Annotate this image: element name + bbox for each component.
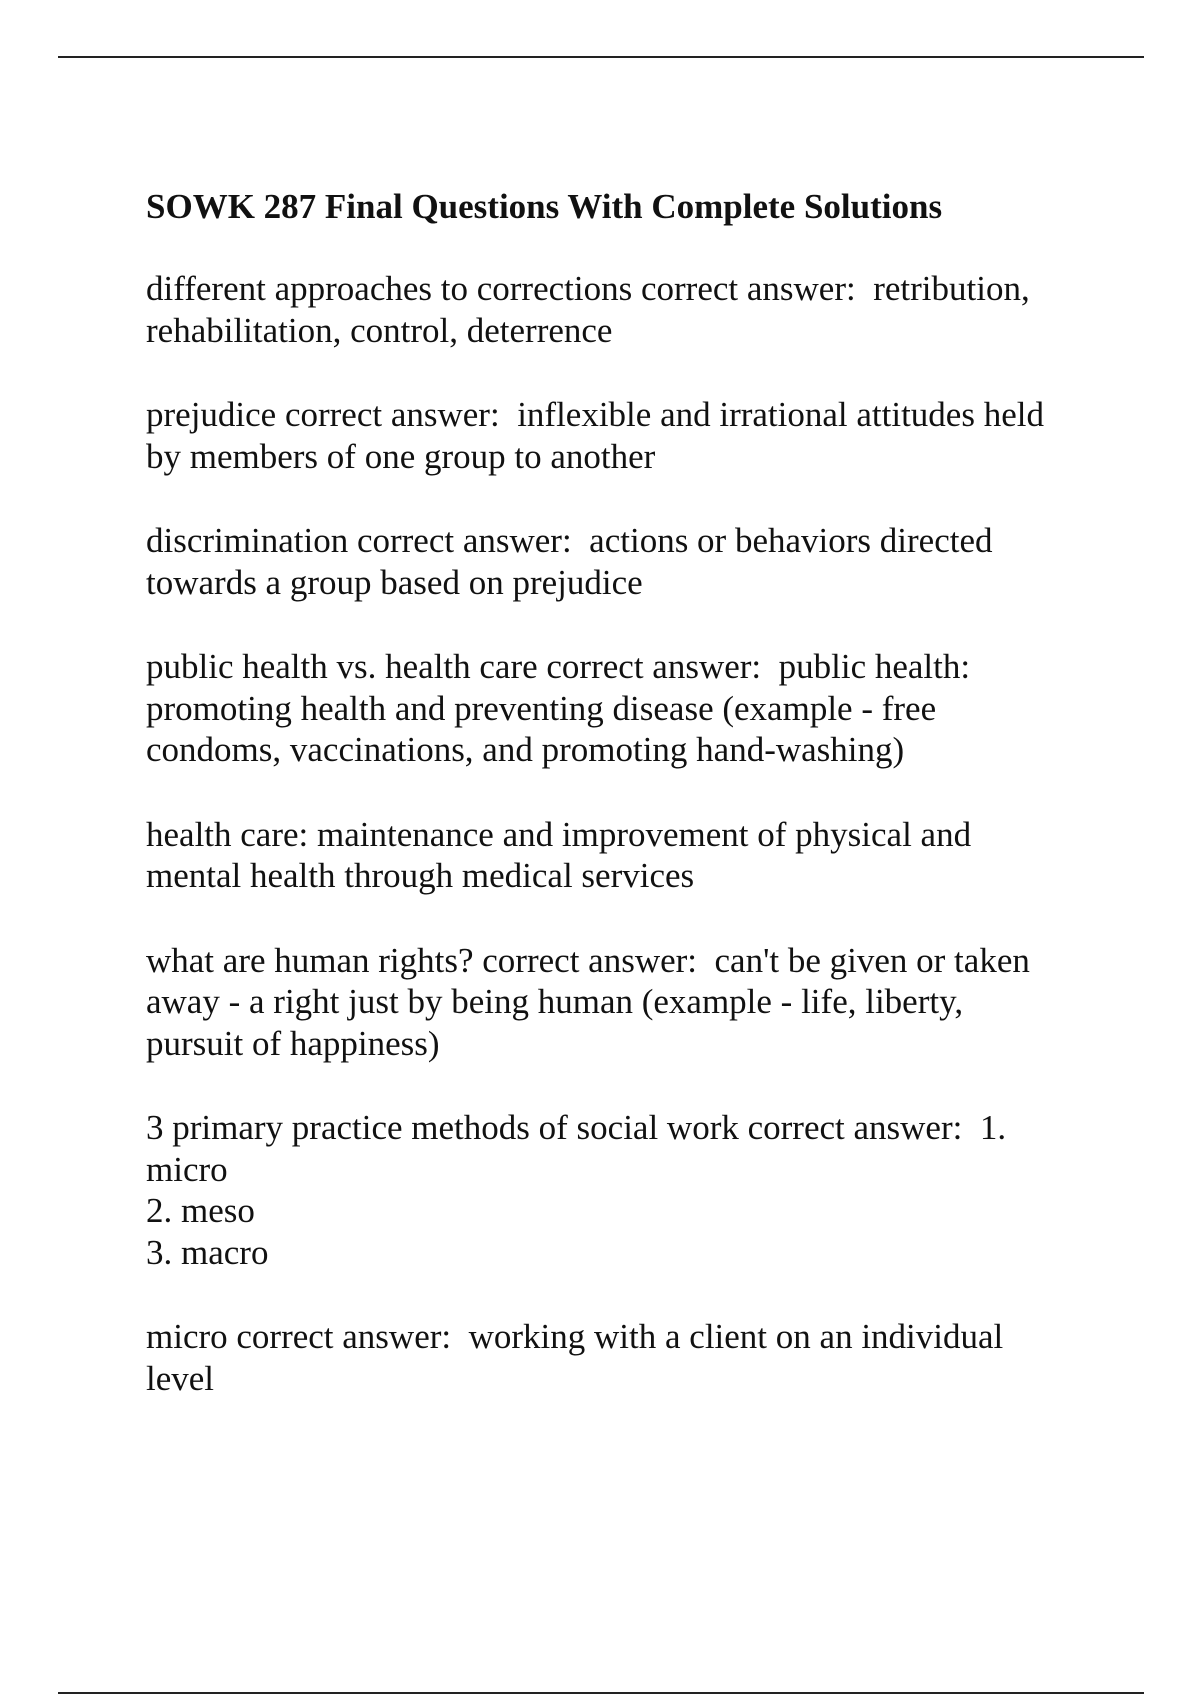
document-title: SOWK 287 Final Questions With Complete Solutions [146, 187, 943, 226]
qa-entry: 3 primary practice methods of social work correct answer: 1. micro 2. meso 3. macro [146, 1108, 1007, 1272]
document-body [146, 186, 1106, 1399]
top-rule [58, 56, 1144, 58]
qa-entry: public health vs. health care correct answer: public health: promoting health and preventing disease (example - free condoms, vaccinations, and promoting hand-washing) [146, 647, 971, 769]
qa-entry: prejudice correct answer: inflexible and irrational attitudes held by members of one group to another [146, 395, 1044, 476]
bottom-rule [58, 1692, 1144, 1694]
qa-entry: health care: maintenance and improvement of physical and mental health through medical services [146, 814, 972, 895]
qa-entry: micro correct answer: working with a client on an individual level [146, 1317, 1004, 1398]
qa-entry: what are human rights? correct answer: can't be given or taken away - a right just by being human (example - life, liberty, pursuit of happiness) [146, 940, 1030, 1063]
qa-entry: different approaches to corrections correct answer: retribution, rehabilitation, control, deterrence [146, 269, 1030, 350]
qa-entry: discrimination correct answer: actions or behaviors directed towards a group based on prejudice [146, 521, 993, 602]
